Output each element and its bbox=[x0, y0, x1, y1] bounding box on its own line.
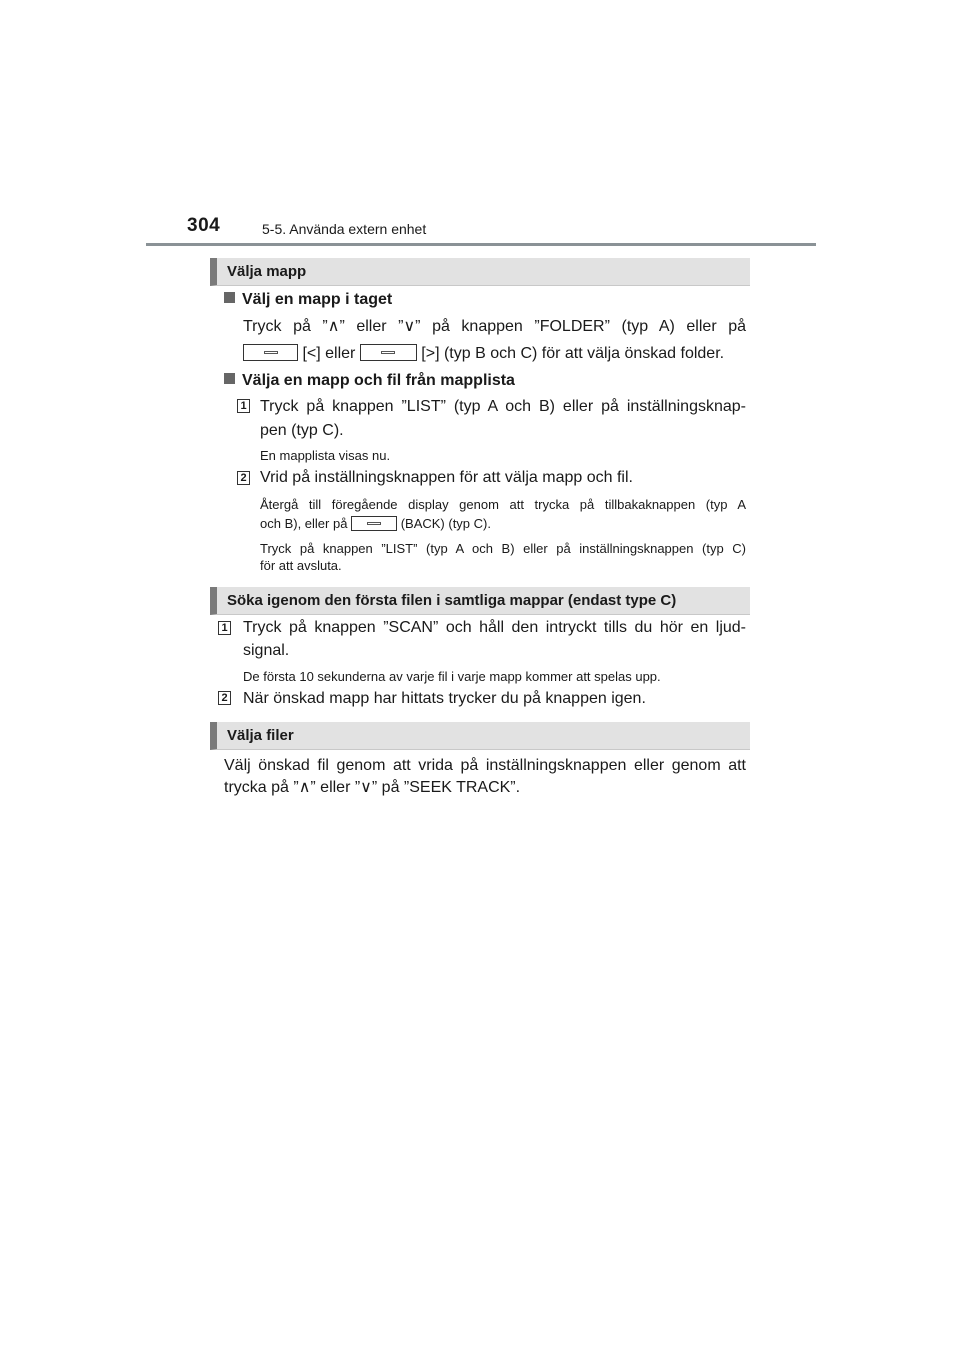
subheading-valja-fran-mapplista bbox=[224, 372, 515, 390]
step-note-with-button bbox=[260, 515, 491, 532]
page-number: 304 bbox=[187, 215, 221, 236]
chapter-title: 5-5. Använda extern enhet bbox=[262, 221, 427, 237]
back-button-icon bbox=[351, 516, 397, 531]
section-title: Söka igenom den första filen i samtliga mappar (endast type C) bbox=[227, 592, 677, 609]
section-header-soka-igenom bbox=[210, 587, 750, 615]
paragraph-line: trycka på ”∧” eller ”∨” på ”SEEK TRACK”. bbox=[224, 779, 521, 796]
step-text: När önskad mapp har hittats trycker du på knappen igen. bbox=[243, 690, 646, 707]
step-note: En mapplista visas nu. bbox=[260, 448, 391, 463]
step-note: för att avsluta. bbox=[260, 558, 342, 573]
paragraph-text: [<] eller bbox=[302, 345, 356, 362]
section-header-valja-filer bbox=[210, 722, 750, 750]
next-button-icon bbox=[360, 344, 417, 361]
step-text: Tryck på knappen ”SCAN” och håll den intryckt tills du hör en ljud- bbox=[243, 619, 746, 636]
paragraph-text: [>] (typ B och C) för att välja önskad folder. bbox=[421, 345, 725, 362]
paragraph-line: Tryck på ”∧” eller ”∨” på knappen ”FOLDER” (typ A) eller på bbox=[243, 318, 746, 335]
step-note: Återgå till föregående display genom att trycka på tillbakaknappen (typ A bbox=[260, 497, 746, 512]
subheading-valj-en-mapp bbox=[224, 291, 392, 309]
square-bullet-icon bbox=[224, 292, 235, 303]
step-number: 2 bbox=[218, 691, 231, 705]
step-text: Vrid på inställningsknappen för att välja mapp och fil. bbox=[260, 469, 633, 486]
section-title: Välja filer bbox=[227, 727, 294, 744]
prev-button-icon bbox=[243, 344, 298, 361]
section-header-valja-mapp bbox=[210, 258, 750, 286]
square-bullet-icon bbox=[224, 373, 235, 384]
note-text: och B), eller på bbox=[260, 516, 348, 531]
step-text: Tryck på knappen ”LIST” (typ A och B) eller på inställningsknap- bbox=[260, 398, 746, 415]
step-number: 2 bbox=[237, 471, 250, 485]
subheading-text: Välja en mapp och fil från mapplista bbox=[242, 372, 515, 389]
paragraph-line: Välj önskad fil genom att vrida på inställningsknappen eller genom att bbox=[224, 757, 746, 774]
note-text: (BACK) (typ C). bbox=[400, 516, 491, 531]
step-number: 1 bbox=[218, 621, 231, 635]
step-note: Tryck på knappen ”LIST” (typ A och B) eller på inställningsknappen (typ C) bbox=[260, 541, 746, 556]
header-rule bbox=[146, 243, 816, 246]
section-title: Välja mapp bbox=[227, 263, 307, 280]
step-text: pen (typ C). bbox=[260, 422, 344, 439]
step-note: De första 10 sekunderna av varje fil i varje mapp kommer att spelas upp. bbox=[243, 669, 661, 684]
step-number: 1 bbox=[237, 399, 250, 413]
paragraph-line-with-buttons bbox=[243, 341, 748, 367]
subheading-text: Välj en mapp i taget bbox=[242, 291, 393, 308]
step-text: signal. bbox=[243, 642, 290, 659]
